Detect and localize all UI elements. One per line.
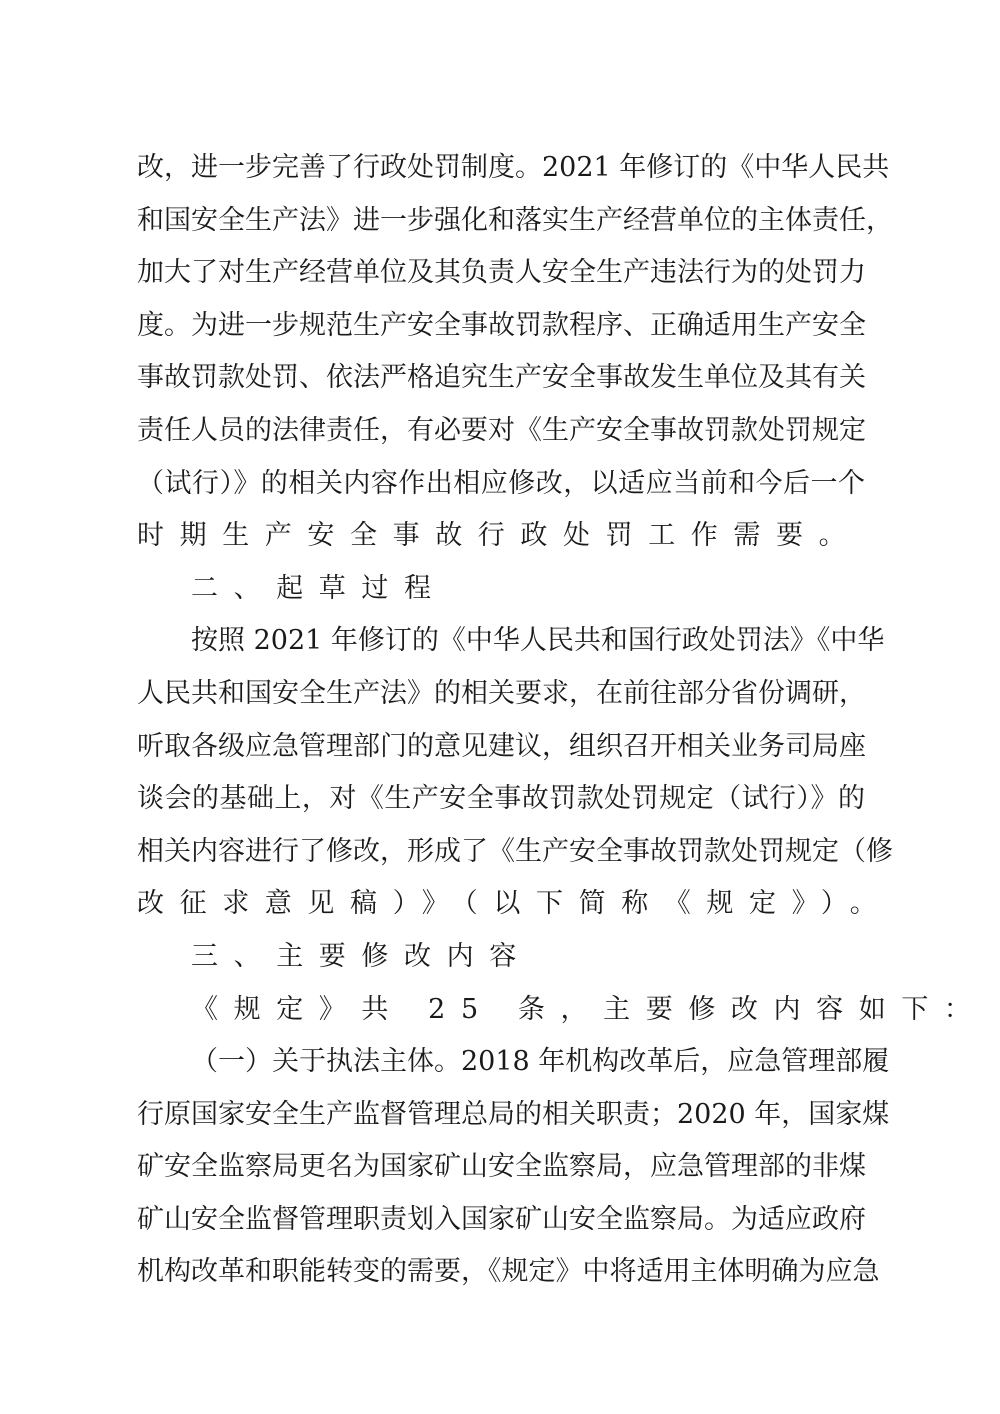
text-line: 机构改革和职能转变的需要，《规定》中将适用主体明确为应急 bbox=[137, 1256, 880, 1288]
text-line: （试行）》的相关内容作出相应修改，以适应当前和今后一个 bbox=[137, 467, 865, 499]
text-line: 改，进一步完善了行政处罚制度。2021 年修订的《中华人民共 bbox=[137, 152, 890, 183]
section-heading-drafting-process: 二、起草过程 bbox=[191, 572, 447, 604]
text-line: 听取各级应急管理部门的意见建议，组织召开相关业务司局座 bbox=[137, 730, 866, 762]
text-line: 谈会的基础上，对《生产安全事故罚款处罚规定（试行）》的 bbox=[137, 783, 865, 815]
text-line: 《规定》共 25 条，主要修改内容如下： bbox=[191, 993, 987, 1025]
text-line: 人民共和国安全生产法》的相关要求，在前往部分省份调研， bbox=[137, 677, 866, 709]
text-line: 矿安全监察局更名为国家矿山安全监察局，应急管理部的非煤 bbox=[137, 1151, 866, 1183]
text-line: 改征求意见稿）》（以下简称《规定》）。 bbox=[137, 888, 893, 920]
text-line: 行原国家安全生产监督管理总局的相关职责；2020 年，国家煤 bbox=[137, 1098, 890, 1130]
text-line: 和国安全生产法》进一步强化和落实生产经营单位的主体责任， bbox=[137, 204, 893, 236]
text-line: （一）关于执法主体。2018 年机构改革后，应急管理部履 bbox=[191, 1046, 890, 1078]
text-line: 按照 2021 年修订的《中华人民共和国行政处罚法》《中华 bbox=[191, 625, 885, 657]
text-line: 相关内容进行了修改，形成了《生产安全事故罚款处罚规定（修 bbox=[137, 835, 893, 867]
text-line: 事故罚款处罚、依法严格追究生产安全事故发生单位及其有关 bbox=[137, 362, 866, 394]
text-line: 加大了对生产经营单位及其负责人安全生产违法行为的处罚力 bbox=[137, 257, 866, 289]
document-body bbox=[137, 142, 987, 1299]
section-heading-main-revisions: 三、主要修改内容 bbox=[191, 940, 532, 972]
text-line: 度。为进一步规范生产安全事故罚款程序、正确适用生产安全 bbox=[137, 309, 866, 341]
text-line: 时期生产安全事故行政处罚工作需要。 bbox=[137, 520, 862, 552]
text-line: 责任人员的法律责任，有必要对《生产安全事故罚款处罚规定 bbox=[137, 414, 866, 446]
text-line: 矿山安全监督管理职责划入国家矿山安全监察局。为适应政府 bbox=[137, 1203, 866, 1235]
